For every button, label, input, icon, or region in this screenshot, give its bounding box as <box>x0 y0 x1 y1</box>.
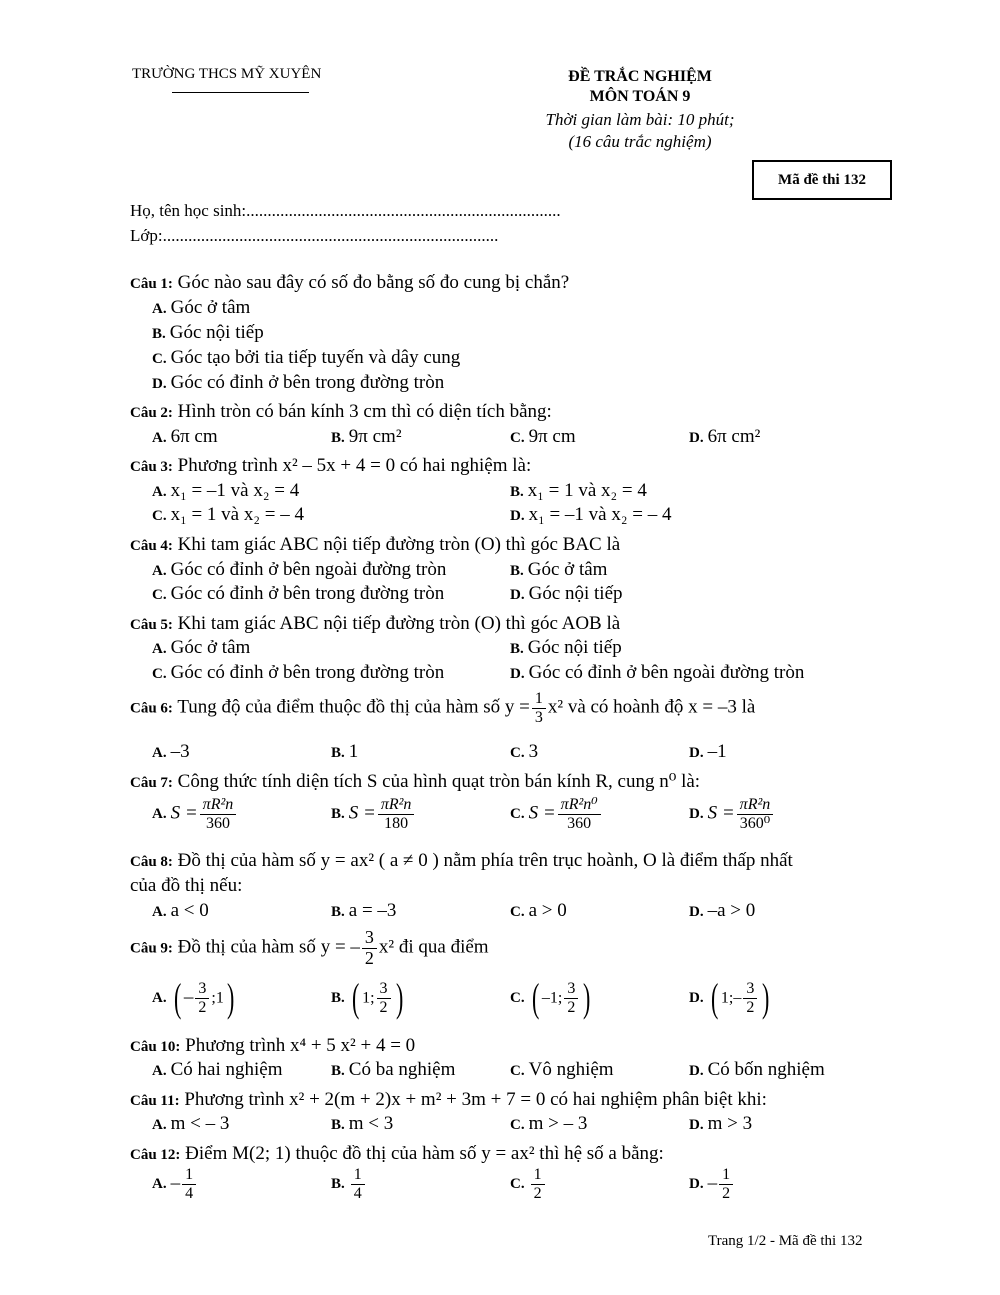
fraction-numerator: 3 <box>377 980 391 999</box>
option-text: Góc nội tiếp <box>169 322 264 343</box>
option-b <box>331 1166 367 1202</box>
option-c <box>510 1166 547 1202</box>
fraction <box>532 690 546 726</box>
exam-subject: MÔN TOÁN 9 <box>589 88 691 105</box>
question-text-after: và có hoành độ x = –3 là <box>567 696 756 718</box>
student-name-line: Họ, tên học sinh:.......................................................................... <box>130 201 561 220</box>
left-paren: ( <box>351 975 360 1020</box>
question-2 <box>130 401 552 423</box>
fraction <box>362 928 377 969</box>
fraction-denominator: 2 <box>722 1184 731 1202</box>
option-label: B. <box>510 641 524 657</box>
option-label: D. <box>689 1176 704 1193</box>
fraction <box>182 1166 196 1202</box>
option-d <box>689 741 727 763</box>
x-squared: x² <box>378 936 395 958</box>
option-text: Góc có đỉnh ở bên trong đường tròn <box>170 662 445 683</box>
option-label: A. <box>152 1063 167 1079</box>
option-text: –1 <box>707 741 727 762</box>
option-text: Vô nghiệm <box>528 1059 614 1080</box>
fraction-denominator: 2 <box>379 998 388 1016</box>
option-b <box>510 559 607 581</box>
point-prefix: 1;– <box>720 989 742 1007</box>
fraction <box>200 796 237 832</box>
right-paren: ) <box>583 975 591 1020</box>
fraction-denominator: 180 <box>384 814 409 832</box>
fraction-denominator: 2 <box>364 947 374 968</box>
question-text: Khi tam giác ABC nội tiếp đường tròn (O) thì góc BAC là <box>177 534 621 555</box>
option-text: a = –3 <box>348 900 397 921</box>
left-paren: ( <box>531 975 539 1020</box>
option-d <box>689 975 773 1020</box>
option-b <box>331 1113 393 1135</box>
option-label: D. <box>689 904 704 920</box>
option-text: 3 <box>528 741 539 762</box>
option-label: D. <box>510 587 525 603</box>
option-text: Góc nội tiếp <box>527 637 622 658</box>
option-label: C. <box>152 666 167 682</box>
option-text: m < 3 <box>348 1113 394 1134</box>
question-text: Điểm M(2; 1) thuộc đồ thị của hàm số y = ax² thì hệ số a bằng: <box>185 1143 664 1164</box>
option-label: A. <box>152 806 167 823</box>
option-text: m > – 3 <box>528 1113 588 1134</box>
question-12 <box>130 1143 664 1165</box>
option-text: Góc có đỉnh ở bên ngoài đường tròn <box>528 662 805 683</box>
option-b <box>331 796 416 832</box>
function-lhs: y = – <box>320 936 360 958</box>
question-7 <box>130 770 700 793</box>
option-a <box>152 426 218 448</box>
question-label: Câu 7: <box>130 775 173 791</box>
x-squared: x² <box>547 696 564 718</box>
student-class-line: Lớp:............................................................................... <box>130 226 499 245</box>
question-label: Câu 11: <box>130 1093 180 1109</box>
fraction-denominator: 4 <box>185 1184 194 1202</box>
option-text: x₁ = –1 và x₂ = – 4 <box>528 504 672 525</box>
fraction <box>378 796 415 832</box>
option-label: B. <box>331 806 345 823</box>
option-b <box>331 426 402 448</box>
option-label: C. <box>510 904 525 920</box>
option-text: Có bốn nghiệm <box>707 1059 825 1080</box>
option-label: D. <box>689 430 704 446</box>
question-10 <box>130 1035 415 1057</box>
option-label: A. <box>152 745 167 761</box>
option-d <box>689 796 775 832</box>
option-c <box>510 975 594 1020</box>
option-label: B. <box>331 1063 345 1079</box>
option-label: C. <box>510 430 525 446</box>
option-label: C. <box>152 508 167 524</box>
option-c <box>510 1113 587 1135</box>
option-label: D. <box>689 745 704 761</box>
option-b <box>331 900 396 922</box>
left-paren: ( <box>710 975 718 1020</box>
fraction-denominator: 4 <box>353 1184 362 1202</box>
question-label: Câu 10: <box>130 1039 181 1055</box>
option-label: A. <box>152 301 167 317</box>
option-label: C. <box>510 806 525 823</box>
option-b <box>152 322 264 344</box>
school-name: TRƯỜNG THCS MỸ XUYÊN <box>132 66 322 82</box>
option-text: –3 <box>170 741 190 762</box>
question-3 <box>130 455 531 477</box>
question-label: Câu 9: <box>130 940 173 957</box>
option-label: B. <box>331 745 345 761</box>
question-label: Câu 3: <box>130 459 173 475</box>
option-a <box>152 297 250 319</box>
option-text: m > 3 <box>707 1113 753 1134</box>
option-label: B. <box>331 1117 345 1133</box>
option-text: Góc ở tâm <box>170 637 251 658</box>
fraction-denominator: 2 <box>198 998 207 1016</box>
question-label: Câu 5: <box>130 617 173 633</box>
option-text: 6π cm² <box>707 426 761 447</box>
option-label: C. <box>510 1063 525 1079</box>
fraction-numerator: πR²n <box>737 796 774 815</box>
option-text: Góc ở tâm <box>170 297 251 318</box>
fraction-numerator: 1 <box>531 1166 545 1185</box>
option-text: Góc ở tâm <box>527 559 608 580</box>
option-label: A. <box>152 430 167 446</box>
exam-question-count: (16 câu trắc nghiệm) <box>568 132 712 151</box>
left-paren: ( <box>173 975 181 1020</box>
fraction-numerator: πR²n <box>378 796 415 815</box>
fraction <box>531 1166 545 1202</box>
school-underline <box>172 92 309 93</box>
fraction-numerator: 3 <box>195 980 209 999</box>
option-text: Góc có đỉnh ở bên trong đường tròn <box>170 372 445 393</box>
option-a <box>152 975 237 1020</box>
question-label: Câu 6: <box>130 700 173 717</box>
exam-title: ĐỀ TRẮC NGHIỆM <box>568 68 712 85</box>
option-text: Góc có đỉnh ở bên ngoài đường tròn <box>170 559 447 580</box>
question-label: Câu 12: <box>130 1147 181 1163</box>
question-4 <box>130 534 620 556</box>
option-c <box>152 504 304 526</box>
option-label: B. <box>152 326 166 342</box>
option-d <box>689 1113 752 1135</box>
option-label: C. <box>510 1117 525 1133</box>
fraction <box>195 980 209 1016</box>
option-d <box>689 1166 735 1202</box>
formula-lhs: S = <box>707 802 735 824</box>
fraction <box>719 1166 733 1202</box>
question-11 <box>130 1089 767 1111</box>
point-prefix: – <box>183 986 194 1008</box>
fraction-numerator: 1 <box>182 1166 196 1185</box>
fraction-denominator: 2 <box>533 1184 542 1202</box>
option-text: x₁ = 1 và x₂ = 4 <box>527 480 647 501</box>
option-c <box>510 900 567 922</box>
fraction-denominator: 2 <box>567 998 576 1016</box>
formula-lhs: S = <box>528 802 556 824</box>
question-8-continued: của đồ thị nếu: <box>130 875 243 896</box>
question-text: Góc nào sau đây có số đo bằng số đo cung bị chắn? <box>177 272 570 293</box>
fraction-denominator: 360 <box>205 814 230 832</box>
option-text: m < – 3 <box>170 1113 230 1134</box>
right-paren: ) <box>395 975 403 1020</box>
fraction-denominator: 3 <box>534 708 543 726</box>
option-text: 9π cm² <box>348 426 402 447</box>
option-label: D. <box>689 806 704 823</box>
question-8 <box>130 850 793 872</box>
option-a <box>152 559 446 581</box>
option-a <box>152 741 190 763</box>
option-label: B. <box>510 563 524 579</box>
option-label: A. <box>152 641 167 657</box>
page-footer: Trang 1/2 - Mã đề thi 132 <box>708 1233 863 1249</box>
option-a <box>152 1166 198 1202</box>
question-1 <box>130 272 569 294</box>
fraction-numerator: 1 <box>532 690 546 709</box>
option-c <box>510 796 603 832</box>
option-label: C. <box>510 1176 525 1193</box>
question-label: Câu 4: <box>130 538 173 554</box>
sign: – <box>170 1172 181 1194</box>
point-suffix: ;1 <box>211 989 224 1007</box>
option-b <box>510 480 647 502</box>
question-text: Khi tam giác ABC nội tiếp đường tròn (O) thì góc AOB là <box>177 613 621 634</box>
option-text: –a > 0 <box>707 900 756 921</box>
option-c <box>152 347 460 369</box>
question-text: Tung độ của điểm thuộc đồ thị của hàm số <box>177 696 501 718</box>
option-d <box>152 372 444 394</box>
right-paren: ) <box>762 975 770 1020</box>
option-text: Có hai nghiệm <box>170 1059 283 1080</box>
option-label: D. <box>689 1063 704 1079</box>
option-a <box>152 796 238 832</box>
option-c <box>510 426 576 448</box>
fraction-numerator: 1 <box>351 1166 365 1185</box>
option-label: A. <box>152 1117 167 1133</box>
fraction <box>737 796 774 832</box>
right-paren: ) <box>226 975 235 1020</box>
option-b <box>331 741 358 763</box>
option-label: B. <box>331 990 345 1007</box>
question-label: Câu 1: <box>130 276 173 292</box>
option-d <box>510 504 671 526</box>
formula-lhs: S = <box>170 802 198 824</box>
option-label: B. <box>510 484 524 500</box>
fraction <box>351 1166 365 1202</box>
option-label: A. <box>152 990 167 1007</box>
option-b <box>331 1059 455 1081</box>
question-text: Đồ thị của hàm số y = ax² ( a ≠ 0 ) nằm phía trên trục hoành, O là điểm thấp nhất <box>177 850 793 871</box>
function-lhs: y = <box>504 696 530 718</box>
fraction-numerator: πR²n <box>200 796 237 815</box>
fraction <box>377 980 391 1016</box>
exam-time: Thời gian làm bài: 10 phút; <box>545 110 735 129</box>
option-c <box>152 662 444 684</box>
fraction <box>558 796 601 832</box>
formula-lhs: S = <box>348 802 376 824</box>
option-d <box>689 900 755 922</box>
fraction <box>743 980 757 1016</box>
question-label: Câu 2: <box>130 405 173 421</box>
fraction-denominator: 360⁰ <box>739 814 771 832</box>
option-text: Góc tạo bởi tia tiếp tuyến và dây cung <box>170 347 461 368</box>
option-d <box>689 426 760 448</box>
option-label: D. <box>689 990 704 1007</box>
sign: – <box>707 1172 718 1194</box>
exam-code-box <box>752 160 892 200</box>
option-c <box>152 583 444 605</box>
question-text: Phương trình x² – 5x + 4 = 0 có hai nghiệm là: <box>177 455 532 476</box>
exam-code: Mã đề thi 132 <box>778 171 866 188</box>
option-label: D. <box>689 1117 704 1133</box>
question-label: Câu 8: <box>130 854 173 870</box>
option-a <box>152 637 250 659</box>
fraction-numerator: 1 <box>719 1166 733 1185</box>
point-prefix: 1; <box>362 989 375 1007</box>
fraction-denominator: 2 <box>746 998 755 1016</box>
option-text: 1 <box>348 741 359 762</box>
option-d <box>510 662 804 684</box>
option-text: a > 0 <box>528 900 567 921</box>
question-9 <box>130 928 489 969</box>
option-text: Góc có đỉnh ở bên trong đường tròn <box>170 583 445 604</box>
option-label: A. <box>152 1176 167 1193</box>
option-label: B. <box>331 904 345 920</box>
option-label: A. <box>152 904 167 920</box>
question-5 <box>130 613 620 635</box>
option-text: Góc nội tiếp <box>528 583 623 604</box>
option-label: B. <box>331 430 345 446</box>
fraction-numerator: 3 <box>743 980 757 999</box>
option-label: B. <box>331 1176 345 1193</box>
fraction-denominator: 360 <box>567 814 592 832</box>
option-a <box>152 1113 229 1135</box>
fraction-numerator: πR²n⁰ <box>558 796 601 815</box>
option-d <box>510 583 623 605</box>
option-b <box>510 637 622 659</box>
option-text: x₁ = –1 và x₂ = 4 <box>170 480 300 501</box>
option-b <box>331 975 406 1020</box>
question-text: Hình tròn có bán kính 3 cm thì có diện tích bằng: <box>177 401 552 422</box>
question-text: Đồ thị của hàm số <box>177 936 316 958</box>
option-text: 9π cm <box>528 426 576 447</box>
option-label: D. <box>510 666 525 682</box>
option-text: x₁ = 1 và x₂ = – 4 <box>170 504 304 525</box>
option-label: A. <box>152 484 167 500</box>
point-prefix: –1; <box>541 989 563 1007</box>
option-a <box>152 480 299 502</box>
question-text: Phương trình x⁴ + 5 x² + 4 = 0 <box>185 1035 416 1056</box>
question-text: Phương trình x² + 2(m + 2)x + m² + 3m + 7 = 0 có hai nghiệm phân biệt khi: <box>184 1089 767 1110</box>
option-label: C. <box>152 351 167 367</box>
option-label: C. <box>152 587 167 603</box>
fraction-numerator: 3 <box>564 980 578 999</box>
option-label: A. <box>152 563 167 579</box>
question-text: Công thức tính diện tích S của hình quạt tròn bán kính R, cung n⁰ là: <box>177 771 701 792</box>
option-c <box>510 741 538 763</box>
option-label: C. <box>510 990 525 1007</box>
option-text: 6π cm <box>170 426 218 447</box>
question-6 <box>130 690 755 726</box>
option-label: C. <box>510 745 525 761</box>
question-text-after: đi qua điểm <box>398 936 489 958</box>
option-text: a < 0 <box>170 900 209 921</box>
option-a <box>152 900 209 922</box>
option-text: Có ba nghiệm <box>348 1059 456 1080</box>
option-a <box>152 1059 282 1081</box>
option-label: D. <box>510 508 525 524</box>
option-c <box>510 1059 614 1081</box>
fraction-numerator: 3 <box>362 928 377 949</box>
option-label: D. <box>152 376 167 392</box>
option-d <box>689 1059 825 1081</box>
fraction <box>564 980 578 1016</box>
